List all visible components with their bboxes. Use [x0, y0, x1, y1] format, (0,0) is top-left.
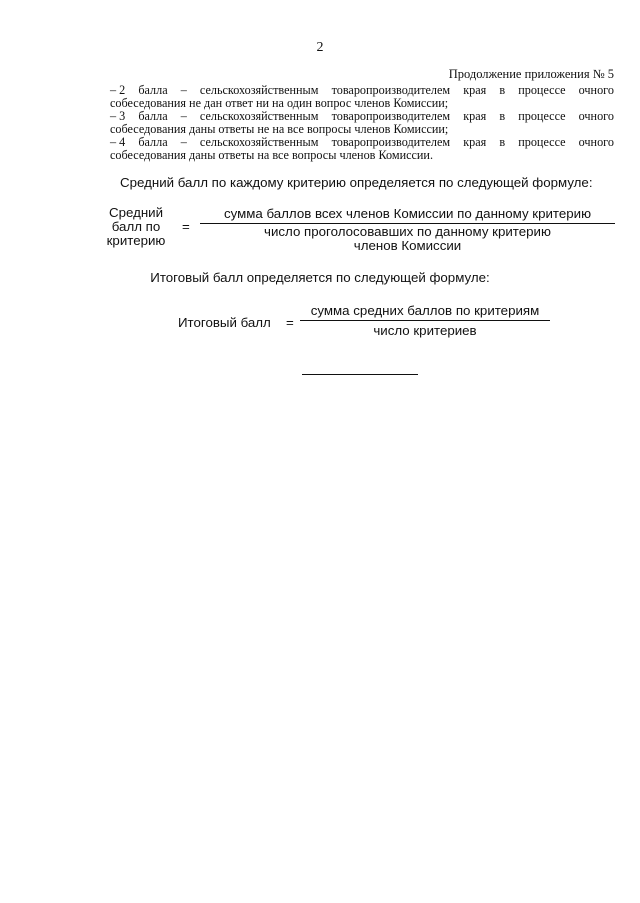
average-score-fraction: [200, 207, 615, 253]
criterion-word: края: [463, 109, 487, 123]
end-of-document-rule: [302, 374, 418, 375]
appendix-continuation-label: Продолжение приложения № 5: [448, 67, 614, 81]
final-score-formula-intro: Итоговый балл определяется по следующей формуле:: [150, 270, 490, 285]
criterion-word: –: [180, 83, 187, 97]
criterion-word: процессе: [518, 83, 566, 97]
criterion-word: –: [180, 135, 187, 149]
fraction-numerator: сумма средних баллов по критериям: [310, 303, 540, 318]
criterion-continuation: собеседования не дан ответ ни на один вопрос членов Комиссии;: [110, 96, 449, 110]
criterion-word: балла: [138, 109, 168, 123]
criterion-word: края: [463, 83, 487, 97]
page-number: 2: [316, 40, 324, 55]
criterion-word: сельскохозяйственным: [199, 135, 319, 149]
criterion-word: в: [499, 83, 506, 97]
denominator-line: число проголосовавших по данному критерию: [264, 224, 551, 239]
criterion-word: балла: [138, 135, 168, 149]
criterion-word: сельскохозяйственным: [199, 83, 319, 97]
criterion-word: – 4: [110, 135, 126, 149]
criterion-word: очного: [578, 135, 614, 149]
fraction-denominator: число критериев: [373, 323, 477, 338]
criterion-word: очного: [578, 109, 614, 123]
average-score-lhs: [96, 206, 176, 248]
criterion-word: товаропроизводителем: [331, 135, 451, 149]
criterion-word: товаропроизводителем: [331, 109, 451, 123]
denominator-line: членов Комиссии: [353, 238, 462, 253]
equals-sign: =: [182, 219, 190, 234]
criterion-word: – 2: [110, 83, 126, 97]
lhs-line: Средний: [108, 205, 164, 220]
criterion-word: товаропроизводителем: [331, 83, 451, 97]
criterion-item: [110, 84, 614, 110]
average-score-formula-intro: Средний балл по каждому критерию определяется по следующей формуле:: [120, 175, 593, 190]
criterion-continuation: собеседования даны ответы на все вопросы членов Комиссии.: [110, 148, 434, 162]
criterion-item: [110, 136, 614, 162]
criterion-word: края: [463, 135, 487, 149]
criterion-word: – 3: [110, 109, 126, 123]
lhs-line: балл по: [111, 219, 161, 234]
criterion-word: балла: [138, 83, 168, 97]
criterion-item: [110, 110, 614, 136]
lhs-line: критерию: [106, 233, 166, 248]
criteria-list: [110, 84, 614, 162]
criterion-word: в: [499, 135, 506, 149]
criterion-word: в: [499, 109, 506, 123]
criterion-word: –: [180, 109, 187, 123]
criterion-word: очного: [578, 83, 614, 97]
final-score-fraction: [300, 304, 550, 338]
criterion-word: процессе: [518, 109, 566, 123]
fraction-denominator: [200, 224, 615, 253]
equals-sign: =: [286, 315, 294, 330]
fraction-numerator: сумма баллов всех членов Комиссии по данному критерию: [223, 206, 592, 221]
criterion-word: процессе: [518, 135, 566, 149]
final-score-lhs: Итоговый балл: [178, 315, 271, 330]
criterion-word: сельскохозяйственным: [199, 109, 319, 123]
criterion-continuation: собеседования даны ответы не на все вопросы членов Комиссии;: [110, 122, 449, 136]
